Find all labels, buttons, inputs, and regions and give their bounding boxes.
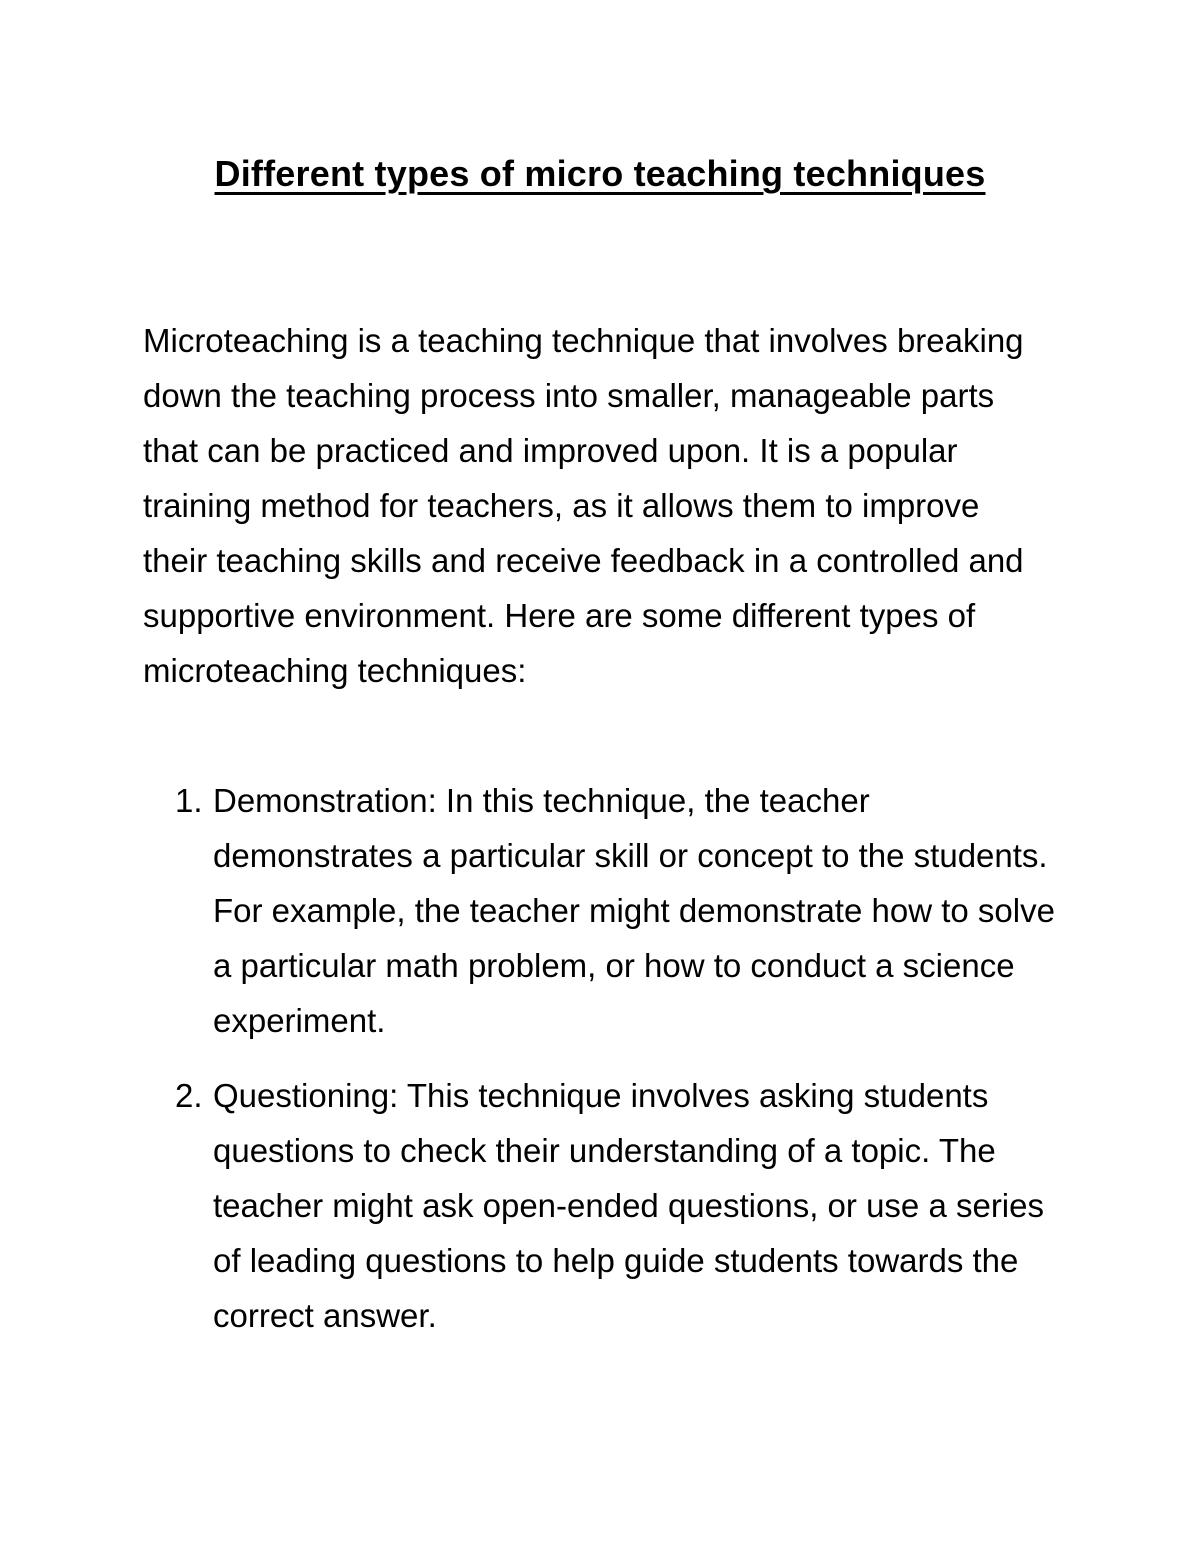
list-item-text: Questioning: This technique involves asking students questions to check their understanding of a topic. The teacher might ask open-ended questions, or use a series of leading questions to help guide students towards the correct answer.	[213, 1077, 1044, 1334]
intro-paragraph: Microteaching is a teaching technique that involves breaking down the teaching process into smaller, manageable parts that can be practiced and improved upon. It is a popular training method for teachers, as it allows them to improve their teaching skills and receive feedback in a controlled and supportive environment. Here are some different types of microteaching techniques:	[143, 322, 1024, 689]
list-item-number: 1.	[175, 782, 203, 819]
list-item-number: 2.	[175, 1077, 203, 1114]
techniques-list	[143, 773, 1063, 1363]
list-item-text: Demonstration: In this technique, the teacher demonstrates a particular skill or concept to the students. For example, the teacher might demonstrate how to solve a particular math problem, or how to conduct a science experiment.	[213, 782, 1055, 1039]
document-title: Different types of micro teaching techniques	[214, 153, 986, 194]
list-item	[143, 773, 1063, 1048]
list-item	[143, 1068, 1063, 1343]
